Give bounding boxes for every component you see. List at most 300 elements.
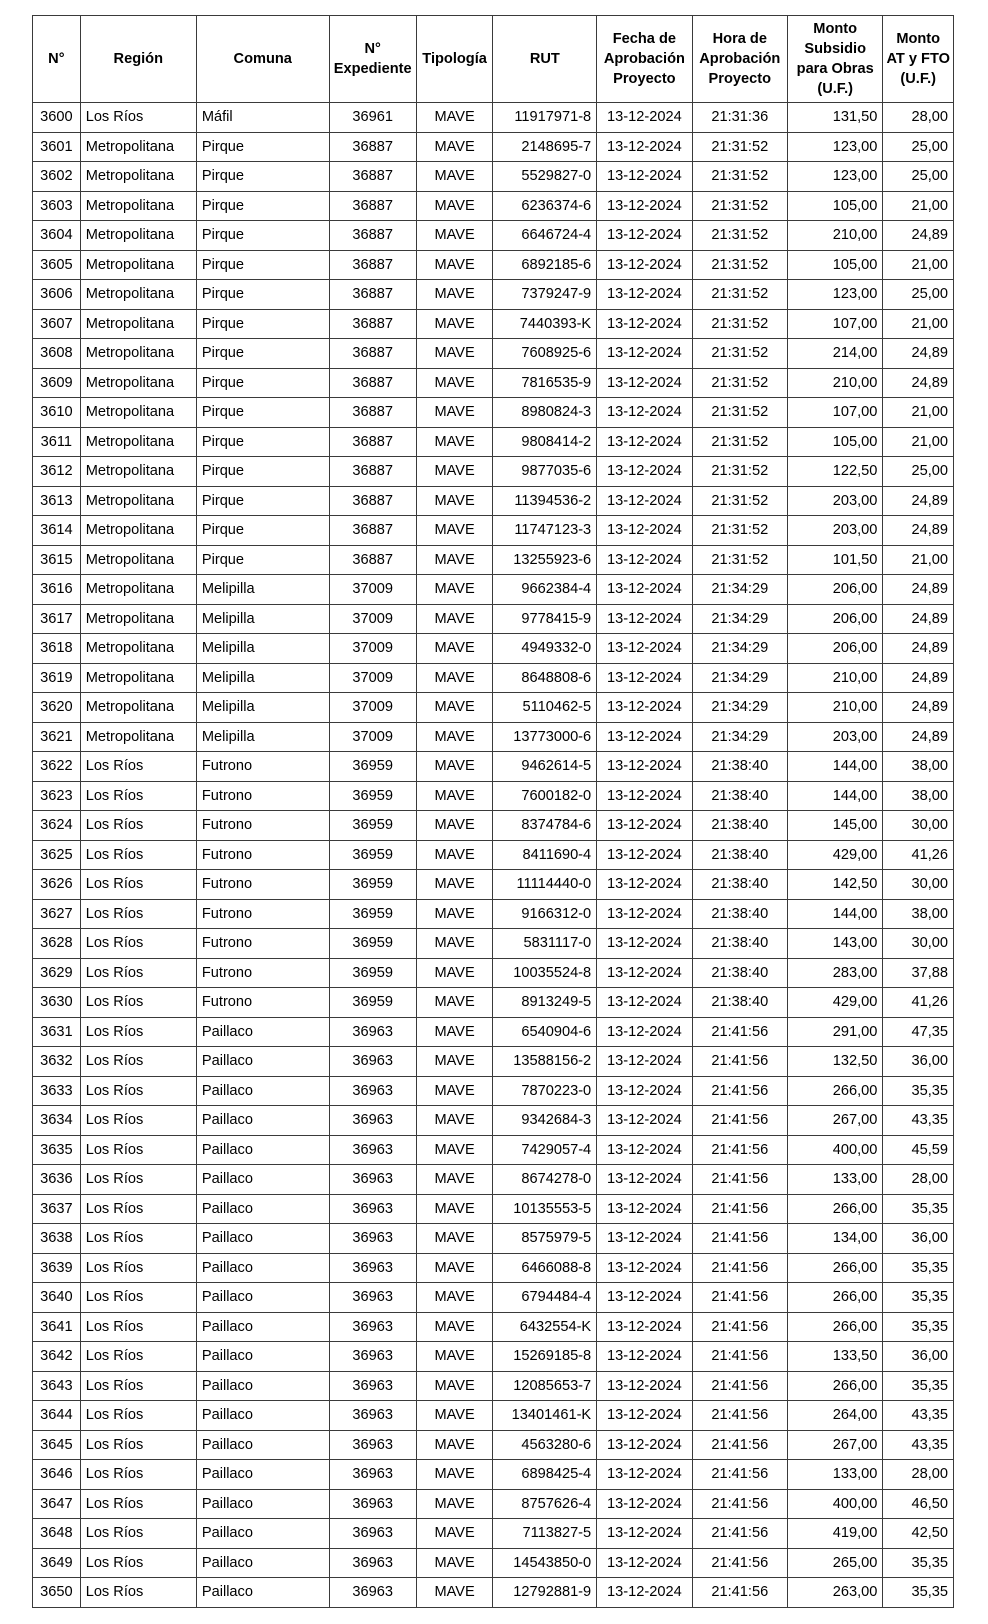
cell-region: Los Ríos — [80, 1548, 196, 1578]
header-tipologia: Tipología — [416, 16, 493, 103]
cell-rut: 10035524-8 — [493, 958, 597, 988]
cell-monto-at-fto: 38,00 — [883, 781, 954, 811]
cell-expediente: 36963 — [329, 1194, 416, 1224]
header-monto-subsidio: Monto Subsidio para Obras (U.F.) — [787, 16, 882, 103]
cell-rut: 8674278-0 — [493, 1165, 597, 1195]
table-row — [33, 663, 954, 693]
cell-monto-at-fto: 47,35 — [883, 1017, 954, 1047]
cell-comuna: Melipilla — [196, 693, 329, 723]
cell-region: Los Ríos — [80, 958, 196, 988]
cell-tipologia: MAVE — [416, 1489, 493, 1519]
cell-monto-subsidio: 203,00 — [787, 486, 882, 516]
cell-monto-at-fto: 43,35 — [883, 1401, 954, 1431]
cell-numero: 3633 — [33, 1076, 81, 1106]
cell-region: Los Ríos — [80, 929, 196, 959]
cell-rut: 13773000-6 — [493, 722, 597, 752]
cell-hora: 21:38:40 — [692, 929, 787, 959]
cell-region: Los Ríos — [80, 1342, 196, 1372]
table-row — [33, 280, 954, 310]
cell-expediente: 36959 — [329, 958, 416, 988]
cell-hora: 21:41:56 — [692, 1578, 787, 1608]
cell-monto-subsidio: 264,00 — [787, 1401, 882, 1431]
cell-comuna: Paillaco — [196, 1165, 329, 1195]
cell-expediente: 37009 — [329, 634, 416, 664]
cell-monto-subsidio: 400,00 — [787, 1489, 882, 1519]
cell-region: Los Ríos — [80, 1460, 196, 1490]
cell-monto-subsidio: 143,00 — [787, 929, 882, 959]
cell-monto-subsidio: 210,00 — [787, 368, 882, 398]
cell-monto-at-fto: 35,35 — [883, 1371, 954, 1401]
cell-region: Metropolitana — [80, 250, 196, 280]
cell-hora: 21:41:56 — [692, 1342, 787, 1372]
cell-fecha: 13-12-2024 — [597, 988, 692, 1018]
cell-tipologia: MAVE — [416, 1371, 493, 1401]
cell-monto-subsidio: 266,00 — [787, 1194, 882, 1224]
cell-tipologia: MAVE — [416, 486, 493, 516]
cell-numero: 3611 — [33, 427, 81, 457]
cell-comuna: Paillaco — [196, 1489, 329, 1519]
cell-numero: 3601 — [33, 132, 81, 162]
cell-rut: 13255923-6 — [493, 545, 597, 575]
cell-tipologia: MAVE — [416, 1017, 493, 1047]
cell-expediente: 36963 — [329, 1076, 416, 1106]
cell-comuna: Pirque — [196, 486, 329, 516]
cell-numero: 3646 — [33, 1460, 81, 1490]
table-row — [33, 1342, 954, 1372]
cell-fecha: 13-12-2024 — [597, 1460, 692, 1490]
cell-comuna: Paillaco — [196, 1578, 329, 1608]
cell-region: Metropolitana — [80, 427, 196, 457]
cell-fecha: 13-12-2024 — [597, 398, 692, 428]
cell-comuna: Melipilla — [196, 634, 329, 664]
cell-tipologia: MAVE — [416, 1548, 493, 1578]
cell-rut: 9808414-2 — [493, 427, 597, 457]
cell-monto-subsidio: 203,00 — [787, 516, 882, 546]
cell-hora: 21:38:40 — [692, 811, 787, 841]
cell-monto-subsidio: 263,00 — [787, 1578, 882, 1608]
cell-hora: 21:41:56 — [692, 1076, 787, 1106]
cell-numero: 3640 — [33, 1283, 81, 1313]
cell-tipologia: MAVE — [416, 427, 493, 457]
cell-monto-at-fto: 24,89 — [883, 575, 954, 605]
table-row — [33, 103, 954, 133]
cell-monto-subsidio: 123,00 — [787, 280, 882, 310]
table-row — [33, 427, 954, 457]
cell-expediente: 37009 — [329, 575, 416, 605]
cell-expediente: 36959 — [329, 870, 416, 900]
cell-expediente: 36959 — [329, 811, 416, 841]
cell-tipologia: MAVE — [416, 162, 493, 192]
table-row — [33, 1401, 954, 1431]
cell-monto-at-fto: 24,89 — [883, 339, 954, 369]
cell-fecha: 13-12-2024 — [597, 221, 692, 251]
cell-region: Los Ríos — [80, 1371, 196, 1401]
cell-tipologia: MAVE — [416, 1342, 493, 1372]
cell-hora: 21:31:52 — [692, 132, 787, 162]
cell-monto-at-fto: 24,89 — [883, 486, 954, 516]
cell-tipologia: MAVE — [416, 545, 493, 575]
cell-rut: 11114440-0 — [493, 870, 597, 900]
cell-expediente: 36959 — [329, 988, 416, 1018]
cell-fecha: 13-12-2024 — [597, 781, 692, 811]
cell-region: Los Ríos — [80, 840, 196, 870]
cell-monto-subsidio: 142,50 — [787, 870, 882, 900]
cell-rut: 9166312-0 — [493, 899, 597, 929]
cell-rut: 2148695-7 — [493, 132, 597, 162]
cell-fecha: 13-12-2024 — [597, 1371, 692, 1401]
cell-monto-at-fto: 21,00 — [883, 250, 954, 280]
cell-monto-at-fto: 25,00 — [883, 280, 954, 310]
cell-monto-subsidio: 210,00 — [787, 663, 882, 693]
cell-expediente: 36963 — [329, 1430, 416, 1460]
cell-fecha: 13-12-2024 — [597, 486, 692, 516]
cell-rut: 8980824-3 — [493, 398, 597, 428]
cell-region: Los Ríos — [80, 1578, 196, 1608]
cell-numero: 3647 — [33, 1489, 81, 1519]
cell-numero: 3628 — [33, 929, 81, 959]
table-row — [33, 722, 954, 752]
cell-monto-at-fto: 38,00 — [883, 752, 954, 782]
table-row — [33, 1371, 954, 1401]
cell-monto-subsidio: 265,00 — [787, 1548, 882, 1578]
cell-monto-at-fto: 36,00 — [883, 1047, 954, 1077]
cell-tipologia: MAVE — [416, 1253, 493, 1283]
cell-numero: 3610 — [33, 398, 81, 428]
cell-numero: 3600 — [33, 103, 81, 133]
cell-numero: 3635 — [33, 1135, 81, 1165]
cell-rut: 7600182-0 — [493, 781, 597, 811]
cell-hora: 21:31:52 — [692, 457, 787, 487]
cell-expediente: 36961 — [329, 103, 416, 133]
header-monto-at-fto: Monto AT y FTO (U.F.) — [883, 16, 954, 103]
cell-region: Metropolitana — [80, 663, 196, 693]
cell-monto-at-fto: 24,89 — [883, 722, 954, 752]
cell-monto-at-fto: 30,00 — [883, 870, 954, 900]
cell-tipologia: MAVE — [416, 929, 493, 959]
cell-numero: 3637 — [33, 1194, 81, 1224]
cell-numero: 3617 — [33, 604, 81, 634]
cell-rut: 7429057-4 — [493, 1135, 597, 1165]
cell-tipologia: MAVE — [416, 988, 493, 1018]
cell-hora: 21:31:52 — [692, 398, 787, 428]
cell-numero: 3604 — [33, 221, 81, 251]
table-row — [33, 1430, 954, 1460]
table-row — [33, 899, 954, 929]
cell-rut: 7816535-9 — [493, 368, 597, 398]
cell-monto-subsidio: 144,00 — [787, 899, 882, 929]
cell-monto-at-fto: 43,35 — [883, 1106, 954, 1136]
cell-numero: 3605 — [33, 250, 81, 280]
cell-monto-at-fto: 35,35 — [883, 1194, 954, 1224]
cell-monto-subsidio: 210,00 — [787, 693, 882, 723]
cell-region: Metropolitana — [80, 398, 196, 428]
cell-expediente: 36887 — [329, 427, 416, 457]
table-row — [33, 1312, 954, 1342]
cell-hora: 21:38:40 — [692, 870, 787, 900]
cell-hora: 21:31:36 — [692, 103, 787, 133]
cell-fecha: 13-12-2024 — [597, 1165, 692, 1195]
cell-numero: 3625 — [33, 840, 81, 870]
cell-monto-subsidio: 266,00 — [787, 1253, 882, 1283]
table-row — [33, 1283, 954, 1313]
cell-tipologia: MAVE — [416, 339, 493, 369]
cell-expediente: 36887 — [329, 368, 416, 398]
cell-numero: 3644 — [33, 1401, 81, 1431]
cell-numero: 3641 — [33, 1312, 81, 1342]
cell-hora: 21:31:52 — [692, 309, 787, 339]
cell-rut: 8757626-4 — [493, 1489, 597, 1519]
cell-comuna: Pirque — [196, 368, 329, 398]
cell-expediente: 36963 — [329, 1312, 416, 1342]
cell-region: Metropolitana — [80, 162, 196, 192]
cell-comuna: Paillaco — [196, 1253, 329, 1283]
cell-rut: 4949332-0 — [493, 634, 597, 664]
cell-monto-at-fto: 35,35 — [883, 1253, 954, 1283]
cell-monto-at-fto: 38,00 — [883, 899, 954, 929]
cell-fecha: 13-12-2024 — [597, 103, 692, 133]
cell-expediente: 36887 — [329, 280, 416, 310]
cell-expediente: 36959 — [329, 840, 416, 870]
cell-tipologia: MAVE — [416, 781, 493, 811]
cell-comuna: Pirque — [196, 457, 329, 487]
header-fecha-aprobacion: Fecha de Aprobación Proyecto — [597, 16, 692, 103]
cell-monto-at-fto: 30,00 — [883, 811, 954, 841]
cell-expediente: 36887 — [329, 162, 416, 192]
cell-numero: 3632 — [33, 1047, 81, 1077]
cell-monto-at-fto: 36,00 — [883, 1224, 954, 1254]
cell-comuna: Pirque — [196, 221, 329, 251]
cell-region: Los Ríos — [80, 1047, 196, 1077]
cell-tipologia: MAVE — [416, 457, 493, 487]
table-row — [33, 221, 954, 251]
cell-comuna: Pirque — [196, 280, 329, 310]
cell-numero: 3626 — [33, 870, 81, 900]
cell-expediente: 36963 — [329, 1578, 416, 1608]
cell-expediente: 36963 — [329, 1017, 416, 1047]
cell-comuna: Paillaco — [196, 1194, 329, 1224]
cell-tipologia: MAVE — [416, 1312, 493, 1342]
cell-monto-subsidio: 133,50 — [787, 1342, 882, 1372]
cell-fecha: 13-12-2024 — [597, 870, 692, 900]
cell-numero: 3624 — [33, 811, 81, 841]
cell-fecha: 13-12-2024 — [597, 899, 692, 929]
cell-fecha: 13-12-2024 — [597, 752, 692, 782]
cell-tipologia: MAVE — [416, 516, 493, 546]
cell-expediente: 36963 — [329, 1253, 416, 1283]
cell-monto-at-fto: 36,00 — [883, 1342, 954, 1372]
header-numero: N° — [33, 16, 81, 103]
cell-numero: 3627 — [33, 899, 81, 929]
cell-comuna: Paillaco — [196, 1519, 329, 1549]
cell-hora: 21:31:52 — [692, 516, 787, 546]
cell-region: Metropolitana — [80, 722, 196, 752]
cell-comuna: Futrono — [196, 988, 329, 1018]
cell-tipologia: MAVE — [416, 958, 493, 988]
cell-hora: 21:31:52 — [692, 339, 787, 369]
cell-hora: 21:41:56 — [692, 1253, 787, 1283]
cell-hora: 21:38:40 — [692, 752, 787, 782]
cell-monto-at-fto: 21,00 — [883, 309, 954, 339]
cell-hora: 21:41:56 — [692, 1047, 787, 1077]
cell-fecha: 13-12-2024 — [597, 1430, 692, 1460]
cell-fecha: 13-12-2024 — [597, 840, 692, 870]
cell-monto-subsidio: 133,00 — [787, 1165, 882, 1195]
table-row — [33, 1224, 954, 1254]
cell-numero: 3614 — [33, 516, 81, 546]
cell-tipologia: MAVE — [416, 1047, 493, 1077]
cell-monto-at-fto: 25,00 — [883, 457, 954, 487]
cell-numero: 3639 — [33, 1253, 81, 1283]
cell-fecha: 13-12-2024 — [597, 1312, 692, 1342]
cell-fecha: 13-12-2024 — [597, 545, 692, 575]
cell-tipologia: MAVE — [416, 634, 493, 664]
cell-rut: 6794484-4 — [493, 1283, 597, 1313]
cell-numero: 3620 — [33, 693, 81, 723]
cell-fecha: 13-12-2024 — [597, 575, 692, 605]
cell-fecha: 13-12-2024 — [597, 339, 692, 369]
cell-monto-at-fto: 28,00 — [883, 1165, 954, 1195]
cell-region: Metropolitana — [80, 516, 196, 546]
table-row — [33, 781, 954, 811]
cell-tipologia: MAVE — [416, 1401, 493, 1431]
cell-numero: 3622 — [33, 752, 81, 782]
cell-monto-subsidio: 291,00 — [787, 1017, 882, 1047]
cell-rut: 9342684-3 — [493, 1106, 597, 1136]
cell-numero: 3648 — [33, 1519, 81, 1549]
cell-comuna: Paillaco — [196, 1401, 329, 1431]
cell-numero: 3608 — [33, 339, 81, 369]
cell-comuna: Paillaco — [196, 1460, 329, 1490]
cell-expediente: 36963 — [329, 1371, 416, 1401]
cell-monto-subsidio: 429,00 — [787, 988, 882, 1018]
cell-region: Los Ríos — [80, 1312, 196, 1342]
cell-comuna: Paillaco — [196, 1047, 329, 1077]
cell-monto-subsidio: 266,00 — [787, 1076, 882, 1106]
cell-fecha: 13-12-2024 — [597, 132, 692, 162]
table-row — [33, 486, 954, 516]
cell-monto-at-fto: 42,50 — [883, 1519, 954, 1549]
cell-comuna: Melipilla — [196, 604, 329, 634]
header-hora-aprobacion: Hora de Aprobación Proyecto — [692, 16, 787, 103]
cell-region: Los Ríos — [80, 1430, 196, 1460]
cell-hora: 21:41:56 — [692, 1194, 787, 1224]
cell-hora: 21:41:56 — [692, 1017, 787, 1047]
subsidy-table — [32, 15, 954, 1608]
cell-rut: 12085653-7 — [493, 1371, 597, 1401]
cell-region: Los Ríos — [80, 1106, 196, 1136]
cell-monto-at-fto: 21,00 — [883, 427, 954, 457]
cell-rut: 6898425-4 — [493, 1460, 597, 1490]
cell-fecha: 13-12-2024 — [597, 811, 692, 841]
cell-hora: 21:41:56 — [692, 1312, 787, 1342]
cell-hora: 21:31:52 — [692, 191, 787, 221]
cell-rut: 11917971-8 — [493, 103, 597, 133]
table-row — [33, 958, 954, 988]
cell-region: Los Ríos — [80, 1076, 196, 1106]
cell-expediente: 36963 — [329, 1224, 416, 1254]
cell-comuna: Máfil — [196, 103, 329, 133]
cell-expediente: 36887 — [329, 486, 416, 516]
cell-comuna: Futrono — [196, 870, 329, 900]
cell-fecha: 13-12-2024 — [597, 280, 692, 310]
cell-numero: 3636 — [33, 1165, 81, 1195]
cell-monto-at-fto: 24,89 — [883, 221, 954, 251]
cell-expediente: 37009 — [329, 663, 416, 693]
table-row — [33, 840, 954, 870]
cell-region: Los Ríos — [80, 988, 196, 1018]
cell-numero: 3630 — [33, 988, 81, 1018]
cell-fecha: 13-12-2024 — [597, 427, 692, 457]
table-row — [33, 250, 954, 280]
cell-comuna: Pirque — [196, 427, 329, 457]
cell-region: Metropolitana — [80, 545, 196, 575]
cell-monto-subsidio: 419,00 — [787, 1519, 882, 1549]
cell-monto-at-fto: 35,35 — [883, 1312, 954, 1342]
cell-region: Metropolitana — [80, 309, 196, 339]
cell-hora: 21:31:52 — [692, 162, 787, 192]
cell-tipologia: MAVE — [416, 103, 493, 133]
cell-comuna: Melipilla — [196, 575, 329, 605]
cell-rut: 12792881-9 — [493, 1578, 597, 1608]
cell-comuna: Melipilla — [196, 663, 329, 693]
cell-expediente: 36963 — [329, 1047, 416, 1077]
cell-tipologia: MAVE — [416, 811, 493, 841]
cell-rut: 8374784-6 — [493, 811, 597, 841]
cell-rut: 5110462-5 — [493, 693, 597, 723]
table-row — [33, 693, 954, 723]
cell-fecha: 13-12-2024 — [597, 191, 692, 221]
cell-hora: 21:41:56 — [692, 1224, 787, 1254]
cell-expediente: 36959 — [329, 781, 416, 811]
cell-hora: 21:31:52 — [692, 486, 787, 516]
cell-fecha: 13-12-2024 — [597, 1017, 692, 1047]
cell-tipologia: MAVE — [416, 693, 493, 723]
cell-rut: 7870223-0 — [493, 1076, 597, 1106]
table-row — [33, 1076, 954, 1106]
table-row — [33, 191, 954, 221]
cell-monto-subsidio: 283,00 — [787, 958, 882, 988]
cell-fecha: 13-12-2024 — [597, 1106, 692, 1136]
cell-monto-subsidio: 107,00 — [787, 398, 882, 428]
cell-rut: 8411690-4 — [493, 840, 597, 870]
cell-fecha: 13-12-2024 — [597, 309, 692, 339]
cell-rut: 8575979-5 — [493, 1224, 597, 1254]
cell-fecha: 13-12-2024 — [597, 1401, 692, 1431]
cell-tipologia: MAVE — [416, 309, 493, 339]
cell-rut: 7440393-K — [493, 309, 597, 339]
cell-monto-subsidio: 123,00 — [787, 162, 882, 192]
cell-expediente: 36963 — [329, 1165, 416, 1195]
table-row — [33, 604, 954, 634]
cell-tipologia: MAVE — [416, 870, 493, 900]
cell-numero: 3649 — [33, 1548, 81, 1578]
cell-hora: 21:41:56 — [692, 1460, 787, 1490]
cell-monto-subsidio: 429,00 — [787, 840, 882, 870]
cell-monto-subsidio: 132,50 — [787, 1047, 882, 1077]
cell-comuna: Futrono — [196, 929, 329, 959]
header-comuna: Comuna — [196, 16, 329, 103]
cell-tipologia: MAVE — [416, 250, 493, 280]
cell-hora: 21:38:40 — [692, 958, 787, 988]
cell-hora: 21:41:56 — [692, 1548, 787, 1578]
cell-region: Los Ríos — [80, 1135, 196, 1165]
cell-hora: 21:34:29 — [692, 722, 787, 752]
cell-fecha: 13-12-2024 — [597, 1047, 692, 1077]
cell-tipologia: MAVE — [416, 1135, 493, 1165]
cell-tipologia: MAVE — [416, 604, 493, 634]
cell-tipologia: MAVE — [416, 368, 493, 398]
cell-comuna: Paillaco — [196, 1106, 329, 1136]
